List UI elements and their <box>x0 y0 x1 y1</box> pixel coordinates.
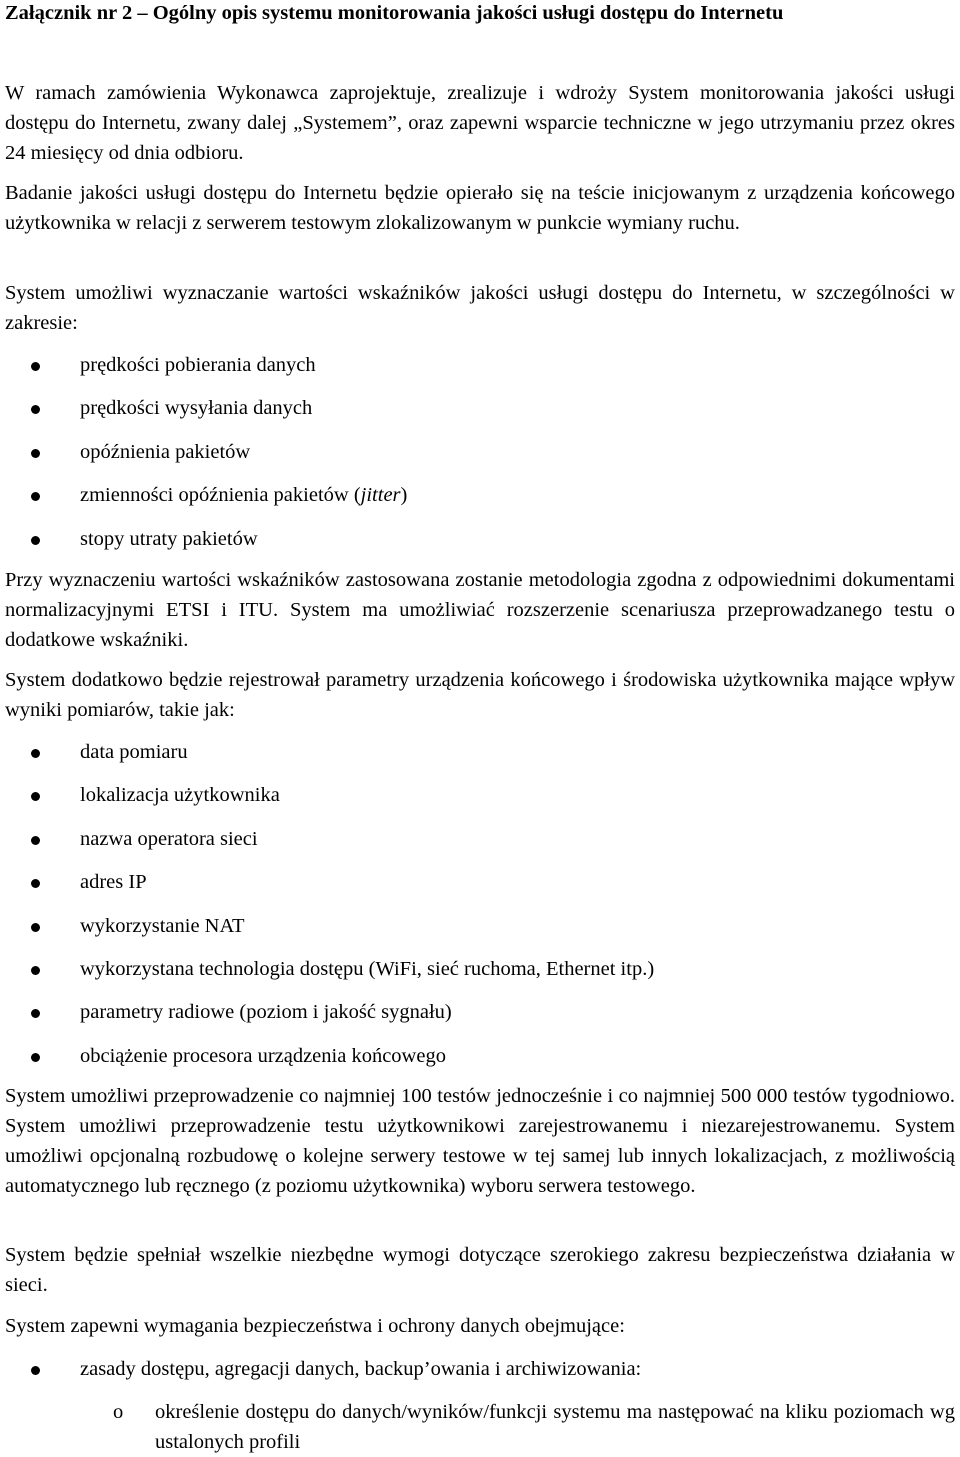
paragraph-indicators: System umożliwi wyznaczanie wartości wskaźników jakości usługi dostępu do Internetu, w szczególności w zakresie: <box>5 282 955 334</box>
bullet-icon <box>31 536 40 545</box>
bullet-icon <box>31 1009 40 1018</box>
bullet-icon <box>31 362 40 371</box>
bullet-icon <box>31 1053 40 1062</box>
bullet-icon <box>31 405 40 414</box>
paragraph-parameters: System dodatkowo będzie rejestrował parametry urządzenia końcowego i środowiska użytkownika mające wpływ wyniki pomiarów, takie jak: <box>5 669 955 721</box>
circle-bullet-icon: o <box>113 1401 124 1423</box>
bullet-icon <box>31 836 40 845</box>
document-title: Załącznik nr 2 – Ogólny opis systemu monitorowania jakości usługi dostępu do Internetu <box>5 2 784 24</box>
bullet-icon <box>31 749 40 758</box>
bullet-icon <box>31 492 40 501</box>
bullet-icon <box>31 923 40 932</box>
paragraph-testing: Badanie jakości usługi dostępu do Internetu będzie opierało się na teście inicjowanym z urządzenia końcowego użytkownika w relacji z serwerem testowym zlokalizowanym w punkcie wymiany ruchu. <box>5 182 955 234</box>
bullet-icon <box>31 449 40 458</box>
bullet-icon <box>31 966 40 975</box>
bullet-icon <box>31 1366 40 1375</box>
bullet-icon <box>31 792 40 801</box>
paragraph-data-protection: System zapewni wymagania bezpieczeństwa i ochrony danych obejmujące: <box>5 1315 625 1337</box>
bullet-icon <box>31 879 40 888</box>
paragraph-capacity: System umożliwi przeprowadzenie co najmniej 100 testów jednocześnie i co najmniej 500 000 testów tygodniowo. System umożliwi przeprowadzenie testu użytkownikowi zarejestrowanemu i niezarejestrowanemu. System umożliwi opcjonalną rozbudowę o kolejne serwery testowe w tej samej lub innych lokalizacjach, z możliwością automatycznego lub ręcznego (z poziomu użytkownika) wyboru serwera testowego. <box>5 1085 955 1197</box>
paragraph-intro: W ramach zamówienia Wykonawca zaprojektuje, zrealizuje i wdroży System monitorowania jakości usługi dostępu do Internetu, zwany dalej „Systemem”, oraz zapewni wsparcie techniczne w jego utrzymaniu przez okres 24 miesięcy od dnia odbioru. <box>5 82 955 164</box>
paragraph-methodology: Przy wyznaczeniu wartości wskaźników zastosowana zostanie metodologia zgodna z odpowiednimi dokumentami normalizacyjnymi ETSI i ITU. System ma umożliwiać rozszerzenie scenariusza przeprowadzanego testu o dodatkowe wskaźniki. <box>5 569 955 651</box>
document-page: Załącznik nr 2 – Ogólny opis systemu monitorowania jakości usługi dostępu do Internetu W ramach zamówienia Wykonawca zaprojektuje, zrealizuje i wdroży System monitorowania jakości usługi dostępu do Internetu, zwany dalej „Systemem”, oraz zapewni wsparcie techniczne w jego utrzymaniu przez okres 24 miesięcy od dnia odbioru. Badanie jakości usługi dostępu do Internetu będzie opierało się na teście inicjowanym z urządzenia końcowego użytkownika w relacji z serwerem testowym zlokalizowanym w punkcie wymiany ruchu. System umożliwi wyznaczanie wartości wskaźników jakości usługi dostępu do Internetu, w szczególności w zakresie: prędkości pobierania danych prędkości wysyłania danych opóźnienia pakietów zmienności opóźnienia pakietów (jitter) stopy utraty pakietów Przy wyznaczeniu wartości wskaźników zastosowana zostanie metodologia zgodna z odpowiednimi dokumentami normalizacyjnymi ETSI i ITU. System ma umożliwiać rozszerzenie scenariusza przeprowadzanego testu o dodatkowe wskaźniki. System dodatkowo będzie rejestrował parametry urządzenia końcowego i środowiska użytkownika mające wpływ wyniki pomiarów, takie jak: data pomiaru lokalizacja użytkownika nazwa operatora sieci adres IP wykorzystanie NAT wykorzystana technologia dostępu (WiFi, sieć ruchoma, Ethernet itp.) parametry radiowe (poziom i jakość sygnału) obciążenie procesora urządzenia końcowego System umożliwi przeprowadzenie co najmniej 100 testów jednocześnie i co najmniej 500 000 testów tygodniowo. System umożliwi przeprowadzenie testu użytkownikowi zarejestrowanemu i niezarejestrowanemu. System umożliwi opcjonalną rozbudowę o kolejne serwery testowe w tej samej lub innych lokalizacjach, z możliwością automatycznego lub ręcznego (z poziomu użytkownika) wyboru serwera testowego. System będzie spełniał wszelkie niezbędne wymogi dotyczące szerokiego zakresu bezpieczeństwa działania w sieci. System zapewni wymagania bezpieczeństwa i ochrony danych obejmujące: zasady dostępu, agregacji danych, backup’owania i archiwizowania: o określenie dostępu do danych/wyników/funkcji systemu ma następować na kliku poziomach wg ustalonych profili <box>5 2 955 1453</box>
paragraph-security-scope: System będzie spełniał wszelkie niezbędne wymogi dotyczące szerokiego zakresu bezpieczeństwa działania w sieci. <box>5 1244 955 1296</box>
